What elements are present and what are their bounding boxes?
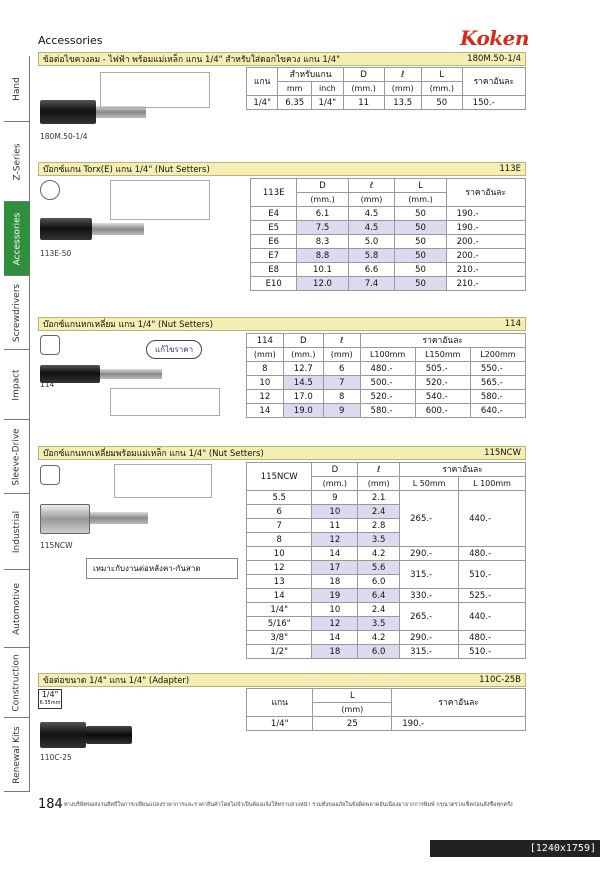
- section-header-115ncw: [38, 446, 526, 460]
- section-header-114: [38, 317, 526, 331]
- tab-renewal-kits[interactable]: Renewal Kits: [4, 718, 30, 792]
- table-row: 12 17 5.6 315.- 510.-: [247, 561, 526, 575]
- spec-table-180m: แกน สำหรับแกน D ℓ L ราคาอันละ mm inch (mm.) (mm) (mm.) 1/4" 6.35 1/4" 11 13.5 50 150.-: [246, 67, 526, 110]
- section-title: ข้อต่อไขควงลม - ไฟฟ้า พร้อมแม่เหล็ก แกน 1/4" สำหรับใส่ดอกไขควง แกน 1/4": [43, 55, 341, 65]
- table-row: 1/4" 25 190.-: [247, 717, 526, 731]
- section-header-110c: [38, 673, 526, 687]
- table-row: E7 8.8 5.8 50 200.-: [251, 249, 526, 263]
- section-code: 110C-25B: [479, 675, 521, 685]
- table-row: 8 12.7 6 480.- 505.- 550.-: [247, 362, 526, 376]
- category-sidebar: [4, 56, 30, 792]
- spec-table-110c: แกน L ราคาอันละ (mm) 1/4" 25 190.-: [246, 688, 526, 731]
- brand-logo: Koken: [460, 26, 529, 50]
- tab-z-series[interactable]: Z-Series: [4, 122, 30, 202]
- watermark: [1240x1759] https://upic.me/: [430, 840, 600, 857]
- table-row: 1/4" 6.35 1/4" 11 13.5 50 150.-: [247, 96, 526, 110]
- section-code: 115NCW: [484, 448, 521, 458]
- table-row: 5.5 9 2.1 265.- 440.-: [247, 491, 526, 505]
- tab-screwdrivers[interactable]: Screwdrivers: [4, 276, 30, 350]
- product-code-label: 180M.50-1/4: [40, 132, 88, 141]
- section-title: บ๊อกซ์แกนหกเหลี่ยมพร้อมแม่เหล็ก แกน 1/4" (Nut Setters): [43, 449, 264, 459]
- spec-table-114: 114 D ℓ ราคาอันละ (mm) (mm.) (mm) L100mm L150mm L200mm 8 12.7 6 480.- 505.- 550.- 10 14.5 7 500.- 520.- 565.- 12 17.0 8 520.- 540.- 580.- 14 19.0 9 580.- 600.- 640.-: [246, 333, 526, 418]
- tool-image-socket: [40, 504, 90, 534]
- hex-profile-icon: [40, 465, 60, 485]
- technical-drawing: [110, 388, 220, 416]
- section-title: ข้อต่อขนาด 1/4" แกน 1/4" (Adapter): [43, 676, 190, 686]
- table-row: 10 14 4.2 290.- 480.-: [247, 547, 526, 561]
- tool-image-socket: [40, 100, 96, 124]
- table-row: E8 10.1 6.6 50 210.-: [251, 263, 526, 277]
- section-title: บ๊อกซ์แกน Torx(E) แกน 1/4" (Nut Setters): [43, 165, 210, 175]
- section-header-180m: [38, 52, 526, 66]
- table-row: 14 19 6.4 330.- 525.-: [247, 589, 526, 603]
- tab-automotive[interactable]: Automotive: [4, 570, 30, 648]
- technical-drawing: [110, 180, 210, 220]
- product-code-label: 114: [40, 380, 55, 389]
- section-code: 180M.50-1/4: [467, 54, 521, 64]
- section-code: 114: [504, 319, 521, 329]
- product-code-label: 110C-25: [40, 753, 72, 762]
- table-row: 1/4" 10 2.4 265.- 440.-: [247, 603, 526, 617]
- technical-drawing: [114, 464, 212, 498]
- spec-table-115ncw: 115NCW D ℓ ราคาอันละ (mm.) (mm) L 50mm L 100mm 5.5 9 2.1 265.- 440.- 6 10 2.4 7 11 2.8 8 12 3.5 10 14 4.2 290.- 480.- 12 17 5.6 315.- 510.- 13 18 6.0 14 19 6.4 330.- 525.- 1/4" 10 2.4 265.- 440.- 5/16" 12 3.5 3/8" 14 4.2 290.- 480.- 1/2" 18 6.0 315.- 510.-: [246, 462, 526, 659]
- table-row: 14 19.0 9 580.- 600.- 640.-: [247, 404, 526, 418]
- table-row: E5 7.5 4.5 50 190.-: [251, 221, 526, 235]
- table-row: 7 11 2.8: [247, 519, 526, 533]
- section-header-113e: [38, 162, 526, 176]
- table-row: 6 10 2.4: [247, 505, 526, 519]
- product-code-label: 113E-50: [40, 249, 72, 258]
- table-row: 1/2" 18 6.0 315.- 510.-: [247, 645, 526, 659]
- page-title: Accessories: [38, 34, 103, 47]
- product-code-label: 115NCW: [40, 541, 73, 550]
- tab-impact[interactable]: Impact: [4, 350, 30, 420]
- table-row: 8 12 3.5: [247, 533, 526, 547]
- tab-construction[interactable]: Construction: [4, 648, 30, 718]
- table-row: 10 14.5 7 500.- 520.- 565.-: [247, 376, 526, 390]
- tool-image-socket: [40, 218, 92, 240]
- tab-accessories[interactable]: Accessories: [4, 202, 30, 276]
- usage-note: เหมาะกับงานต่อหลังคา-กันสาด: [86, 558, 238, 579]
- spec-table-113e: 113E D ℓ L ราคาอันละ (mm.) (mm) (mm.) E4 6.1 4.5 50 190.- E5 7.5 4.5 50 190.- E6 8.3 5.0 50 200.- E7 8.8 5.8 50 200.- E8 10.1 6.6 50 210.- E10 12.0 7.4 50 210.-: [250, 178, 526, 291]
- section-title: บ๊อกซ์แกนหกเหลี่ยม แกน 1/4" (Nut Setters): [43, 320, 213, 330]
- tab-sleeve-drive[interactable]: Sleeve-Drive: [4, 420, 30, 494]
- tab-hand[interactable]: Hand: [4, 56, 30, 122]
- tab-industrial[interactable]: Industrial: [4, 494, 30, 570]
- page-number: 184: [38, 797, 63, 812]
- tool-image-adapter: [40, 722, 86, 748]
- tool-image-adapter-body: [86, 726, 132, 744]
- table-row: E4 6.1 4.5 50 190.-: [251, 207, 526, 221]
- size-tag: 1/4" 6.35mm: [38, 689, 62, 709]
- tool-image-shank: [100, 369, 162, 379]
- torx-profile-icon: [40, 180, 60, 200]
- tool-image-shank: [90, 512, 148, 524]
- tool-image-shank: [92, 223, 144, 235]
- price-revised-bubble: แก้ไขราคา: [146, 340, 202, 359]
- table-row: 12 17.0 8 520.- 540.- 580.-: [247, 390, 526, 404]
- table-row: E10 12.0 7.4 50 210.-: [251, 277, 526, 291]
- table-row: 13 18 6.0: [247, 575, 526, 589]
- table-row: 5/16" 12 3.5: [247, 617, 526, 631]
- technical-drawing: [100, 72, 210, 108]
- table-row: E6 8.3 5.0 50 200.-: [251, 235, 526, 249]
- footer-disclaimer: ทางบริษัทขอสงวนสิทธิ์ในการเปลี่ยนแปลงราคาการและราคาสินค้าโดยไม่จำเป็นต้องแจ้งให้ทราบล่วงหน้า รวมทั้งขออภัยในข้อผิดพลาดอันเนื่องมาจากการพิมพ์ กรุณาตรวจเช็คก่อนสั่งซื้อทุกครั้ง: [64, 802, 513, 808]
- hex-profile-icon: [40, 335, 60, 355]
- section-code: 113E: [499, 164, 521, 174]
- table-row: 3/8" 14 4.2 290.- 480.-: [247, 631, 526, 645]
